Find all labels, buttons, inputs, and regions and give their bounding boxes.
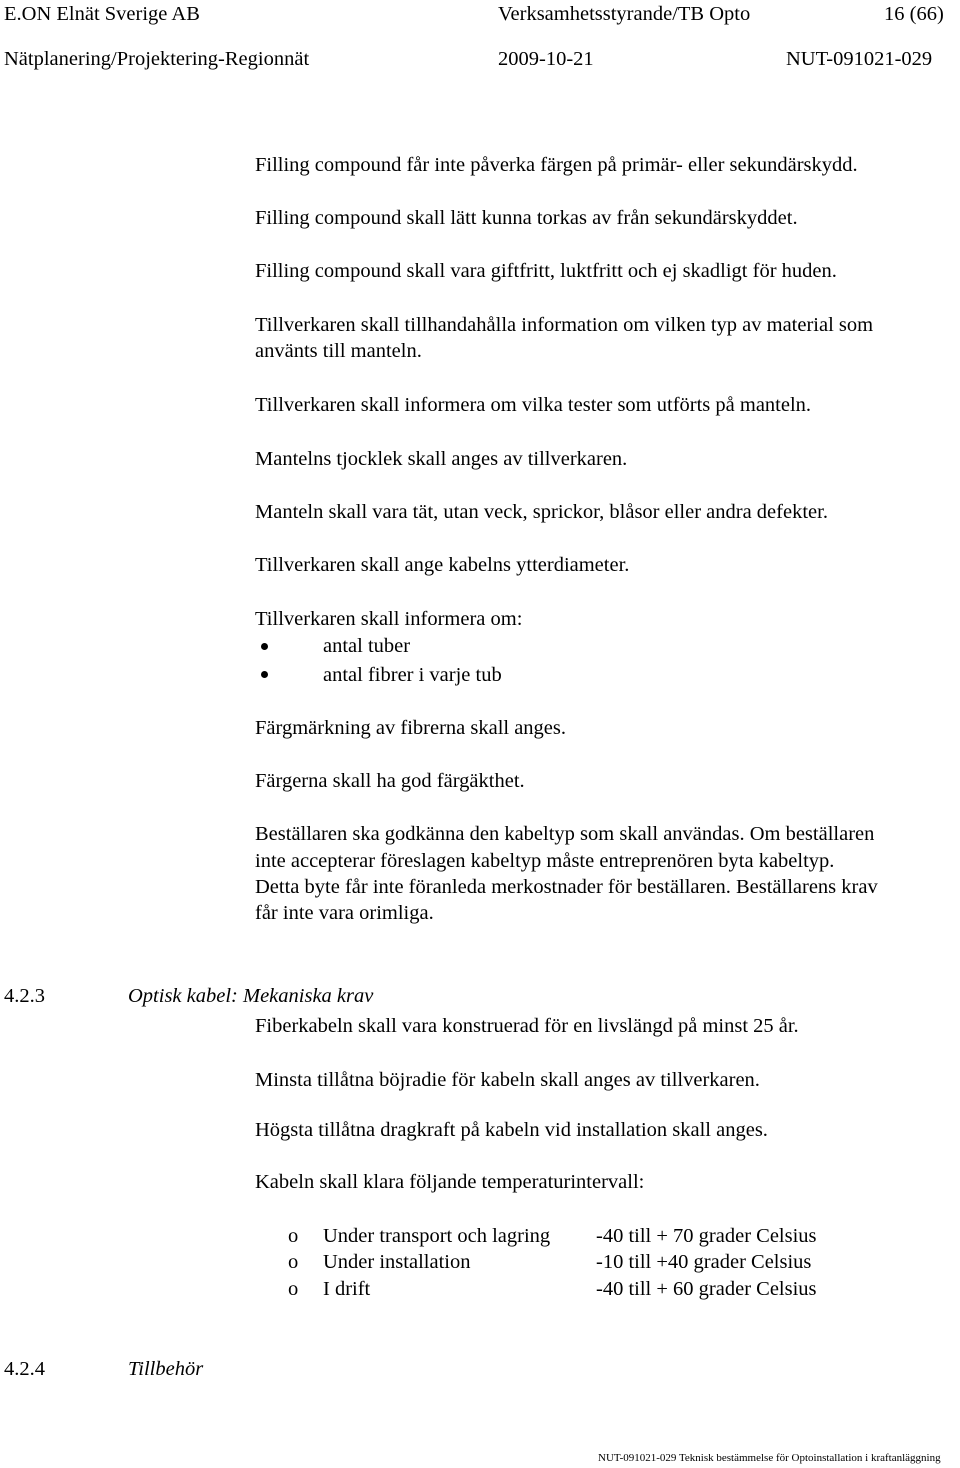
paragraph-6: Mantelns tjocklek skall anges av tillverkaren. xyxy=(255,448,628,470)
bullet-item-1: antal tuber xyxy=(323,635,411,657)
footer-text: NUT-091021-029 Teknisk bestämmelse för Optoinstallation i kraftanläggning xyxy=(598,1452,941,1464)
paragraph-12-line-2: inte accepterar föreslagen kabeltyp måste entreprenören byta kabeltyp. xyxy=(255,850,835,872)
section-title: Tillbehör xyxy=(128,1358,204,1380)
section-423-paragraph-4: Kabeln skall klara följande temperaturintervall: xyxy=(255,1171,645,1193)
paragraph-1: Filling compound får inte påverka färgen på primär- eller sekundärskydd. xyxy=(255,154,858,176)
temp-condition: I drift xyxy=(323,1278,371,1300)
paragraph-7: Manteln skall vara tät, utan veck, sprickor, blåsor eller andra defekter. xyxy=(255,501,828,523)
paragraph-2: Filling compound skall lätt kunna torkas av från sekundärskyddet. xyxy=(255,207,798,229)
bullet-icon xyxy=(261,643,268,650)
list-marker: o xyxy=(288,1251,299,1273)
section-title: Optisk kabel: Mekaniska krav xyxy=(128,985,374,1007)
temp-condition: Under transport och lagring xyxy=(323,1225,551,1247)
temp-range: -10 till +40 grader Celsius xyxy=(596,1251,812,1273)
section-423-paragraph-2: Minsta tillåtna böjradie för kabeln skall anges av tillverkaren. xyxy=(255,1069,760,1091)
list-marker: o xyxy=(288,1225,299,1247)
temp-range: -40 till + 60 grader Celsius xyxy=(596,1278,817,1300)
paragraph-11: Färgerna skall ha god färgäkthet. xyxy=(255,770,525,792)
header-department: Verksamhetsstyrande/TB Opto xyxy=(498,3,751,25)
temp-range: -40 till + 70 grader Celsius xyxy=(596,1225,817,1247)
paragraph-8: Tillverkaren skall ange kabelns ytterdiameter. xyxy=(255,554,630,576)
header-company: E.ON Elnät Sverige AB xyxy=(4,3,200,25)
paragraph-4-line-1: Tillverkaren skall tillhandahålla information om vilken typ av material som xyxy=(255,314,874,336)
paragraph-12-line-1: Beställaren ska godkänna den kabeltyp som skall användas. Om beställaren xyxy=(255,823,875,845)
bullet-item-2: antal fibrer i varje tub xyxy=(323,664,502,686)
header-doc-id: NUT-091021-029 xyxy=(786,48,933,70)
paragraph-9: Tillverkaren skall informera om: xyxy=(255,608,523,630)
paragraph-5: Tillverkaren skall informera om vilka tester som utförts på manteln. xyxy=(255,394,812,416)
paragraph-12-line-3: Detta byte får inte föranleda merkostnader för beställaren. Beställarens krav xyxy=(255,876,878,898)
section-423-paragraph-1: Fiberkabeln skall vara konstruerad för en livslängd på minst 25 år. xyxy=(255,1015,799,1037)
bullet-icon xyxy=(261,671,268,678)
temp-condition: Under installation xyxy=(323,1251,471,1273)
section-423-paragraph-3: Högsta tillåtna dragkraft på kabeln vid installation skall anges. xyxy=(255,1119,768,1141)
list-marker: o xyxy=(288,1278,299,1300)
section-number: 4.2.3 xyxy=(4,985,45,1007)
section-number: 4.2.4 xyxy=(4,1358,45,1380)
paragraph-4-line-2: använts till manteln. xyxy=(255,340,422,362)
paragraph-10: Färgmärkning av fibrerna skall anges. xyxy=(255,717,567,739)
header-unit: Nätplanering/Projektering-Regionnät xyxy=(4,48,310,70)
paragraph-12-line-4: får inte vara orimliga. xyxy=(255,902,434,924)
header-page-number: 16 (66) xyxy=(884,3,944,25)
header-date: 2009-10-21 xyxy=(498,48,594,70)
paragraph-3: Filling compound skall vara giftfritt, luktfritt och ej skadligt för huden. xyxy=(255,260,837,282)
